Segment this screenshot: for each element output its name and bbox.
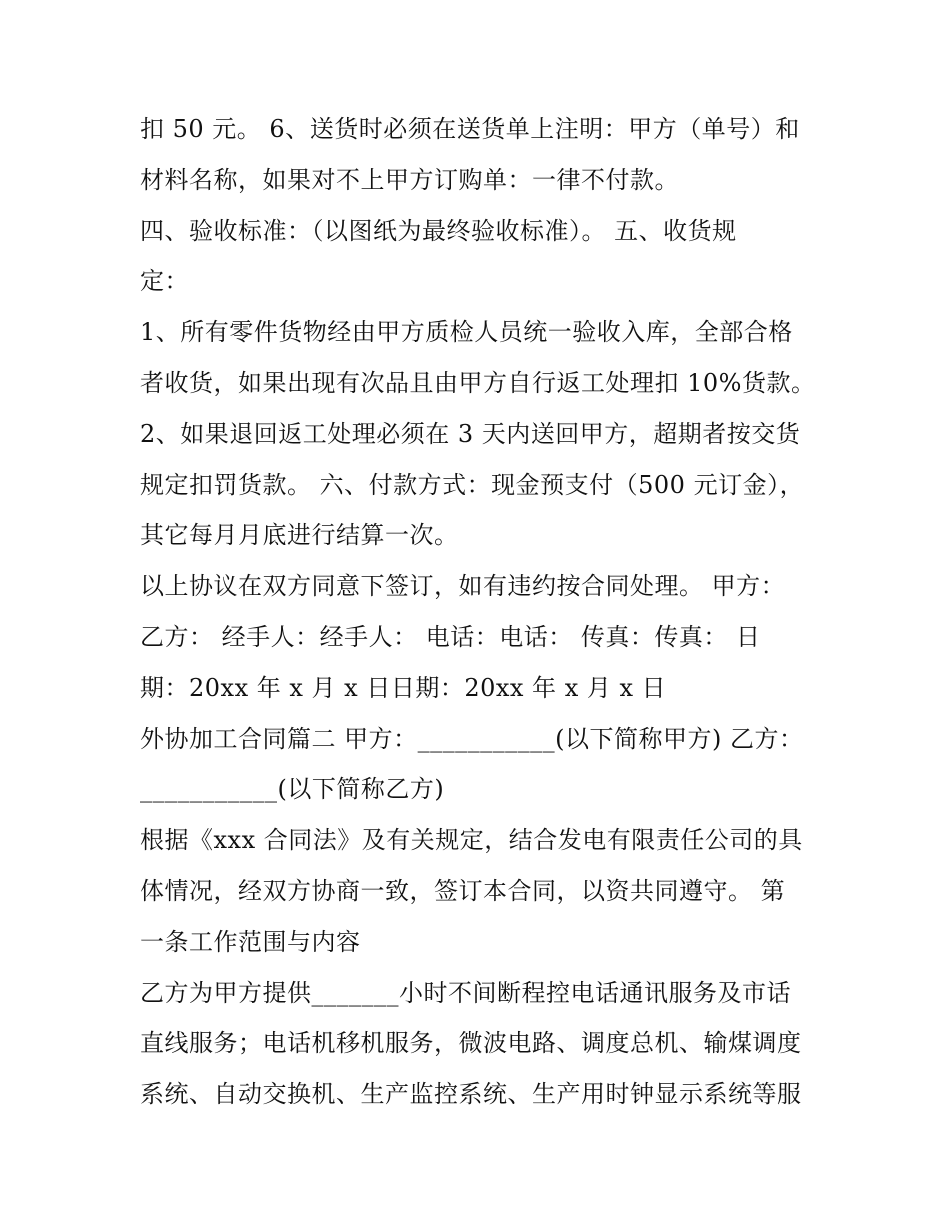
text-line: 四、验收标准：（以图纸为最终验收标准）。 五、收货规 xyxy=(140,216,737,245)
text-line: 其它每月月底进行结算一次。 xyxy=(140,521,459,550)
text-line: 2、如果退回返工处理必须在 3 天内送回甲方，超期者按交货 xyxy=(140,419,801,448)
text-line: 材料名称，如果对不上甲方订购单：一律不付款。 xyxy=(140,165,679,194)
text-line: 乙方： 经手人：经手人： 电话：电话： 传真：传真： 日 xyxy=(140,622,761,651)
document-body xyxy=(140,104,830,1120)
text-line: 扣 50 元。 6、送货时必须在送货单上注明：甲方（单号）和 xyxy=(140,115,800,143)
text-line: 1、所有零件货物经由甲方质检人员统一验收入库，全部合格 xyxy=(140,318,793,347)
text-line: 系统、自动交换机、生产监控系统、生产用时钟显示系统等服 xyxy=(140,1080,802,1109)
text-line: 期：20xx 年 x 月 x 日日期：20xx 年 x 月 x 日 xyxy=(140,673,667,702)
text-line: 直线服务；电话机移机服务，微波电路、调度总机、输煤调度 xyxy=(140,1029,802,1058)
text-line: ___________(以下简称乙方) xyxy=(140,775,445,804)
text-line: 乙方为甲方提供_______小时不间断程控电话通讯服务及市话 xyxy=(140,978,791,1007)
text-line: 根据《xxx 合同法》及有关规定，结合发电有限责任公司的具 xyxy=(140,826,803,855)
text-line: 以上协议在双方同意下签订，如有违约按合同处理。 甲方： xyxy=(140,572,786,601)
text-line: 者收货，如果出现有次品且由甲方自行返工处理扣 10%货款。 xyxy=(140,368,816,397)
text-line: 体情况，经双方协商一致，签订本合同，以资共同遵守。 第 xyxy=(140,876,786,905)
text-line: 定： xyxy=(140,267,189,296)
text-line: 外协加工合同篇二 甲方：___________(以下简称甲方) 乙方： xyxy=(140,724,804,753)
text-line: 规定扣罚货款。 六、付款方式：现金预支付（500 元订金）， xyxy=(140,470,805,499)
text-line: 一条工作范围与内容 xyxy=(140,927,361,956)
